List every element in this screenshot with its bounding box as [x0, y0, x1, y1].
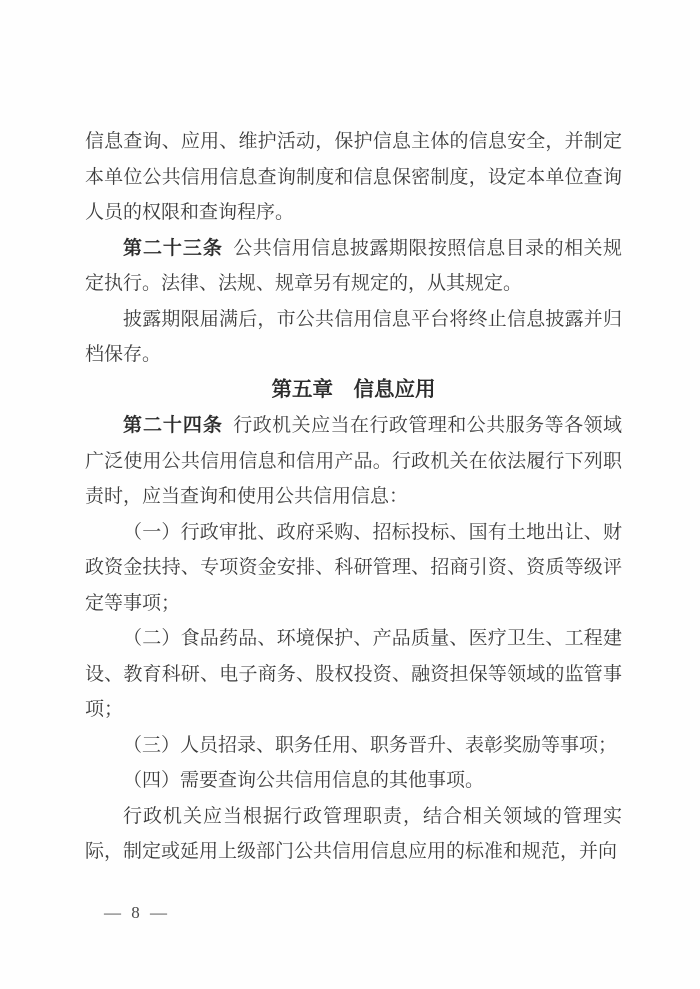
- article-23-number: 第二十三条: [123, 237, 223, 259]
- list-item-4: （四）需要查询公共信用信息的其他事项。: [123, 770, 485, 791]
- chapter-heading: 第五章 信息应用: [271, 378, 436, 401]
- paragraph-disclosure-expiry: 披露期限届满后，市公共信用信息平台将终止信息披露并归档保存。: [85, 308, 622, 365]
- list-item-2: （二）食品药品、环境保护、产品质量、医疗卫生、工程建设、教育科研、电子商务、股权投资、融资担保等领域的监管事项；: [85, 628, 622, 720]
- article-24-number: 第二十四条: [123, 415, 223, 436]
- paragraph-continuation: 信息查询、应用、维护活动，保护信息主体的信息安全，并制定本单位公共信用信息查询制度和信息保密制度，设定本单位查询人员的权限和查询程序。: [85, 131, 622, 223]
- list-item-3: （三）人员招录、职务任用、职务晋升、表彰奖励等事项；: [123, 734, 618, 756]
- paragraph-standards: 行政机关应当根据行政管理职责，结合相关领域的管理实际，制定或延用上级部门公共信用信息应用的标准和规范，并向: [85, 805, 622, 862]
- article-23-text: 公共信用信息披露期限按照信息目录的相关规定执行。法律、法规、规章另有规定的，从其规定。: [85, 237, 622, 294]
- document-content: [85, 124, 622, 870]
- list-item-1: （一）行政审批、政府采购、招标投标、国有土地出让、财政资金扶持、专项资金安排、科研管理、招商引资、资质等级评定等事项；: [85, 521, 622, 614]
- paragraph-article-23: [85, 231, 622, 302]
- paragraph-article-24: [85, 408, 622, 515]
- page-footer: [104, 903, 170, 923]
- article-24-text: 行政机关应当在行政管理和公共服务等各领域广泛使用公共信用信息和信用产品。行政机关在依法履行下列职责时，应当查询和使用公共信用信息：: [85, 415, 622, 507]
- page-number: — 8 —: [104, 903, 170, 922]
